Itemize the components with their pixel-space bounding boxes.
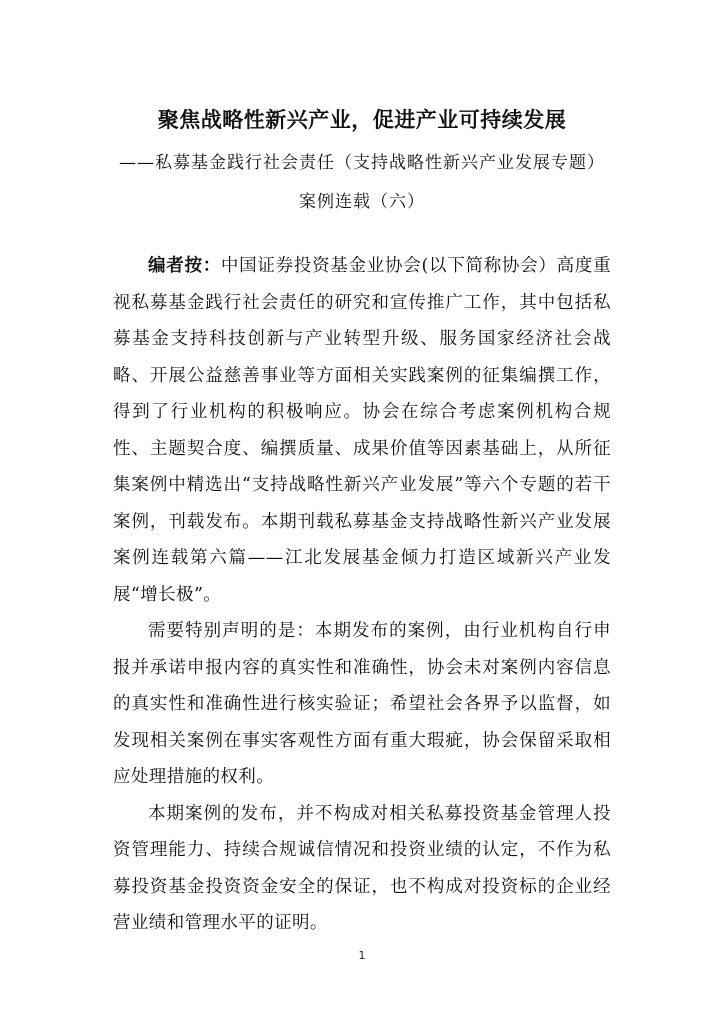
editor-note-label: 编者按： (148, 256, 221, 276)
editor-note-text: 中国证券投资基金业协会(以下简称协会）高度重视私募基金践行社会责任的研究和宣传推广工作，其中包括私募基金支持科技创新与产业转型升级、服务国家经济社会战略、开展公益慈善事业等方面相关实践案例的征集编撰工作，得到了行业机构的积极响应。协会在综合考虑案例机构合规性、主题契合度、编撰质量、成果价值等因素基础上，从所征集案例中精选出“支持战略性新兴产业发展”等六个专题的若干案例，刊载发布。本期刊载私募基金支持战略性新兴产业发展案例连载第六篇——江北发展基金倾力打造区域新兴产业发展“增长极”。 (113, 256, 611, 605)
document-series-label: 案例连载（六） (299, 192, 425, 212)
document-body (113, 248, 611, 942)
document-subtitle: ——私募基金践行社会责任（支持战略性新兴产业发展专题） (119, 153, 605, 173)
editor-note-paragraph (113, 248, 611, 613)
statement-paragraph: 本期案例的发布，并不构成对相关私募投资基金管理人投资管理能力、持续合规诚信情况和投资业绩的认定，不作为私募投资基金投资资金安全的保证，也不构成对投资标的企业经营业绩和管理水平的证明。 (113, 803, 611, 933)
disclaimer-paragraph: 需要特别声明的是：本期发布的案例，由行业机构自行申报并承诺申报内容的真实性和准确性，协会未对案例内容信息的真实性和准确性进行核实验证；希望社会各界予以监督，如发现相关案例在事实客观性方面有重大瑕疵，协会保留采取相应处理措施的权利。 (113, 621, 611, 787)
page-number: 1 (358, 949, 366, 962)
document-title: 聚焦战略性新兴产业，促进产业可持续发展 (157, 108, 567, 132)
